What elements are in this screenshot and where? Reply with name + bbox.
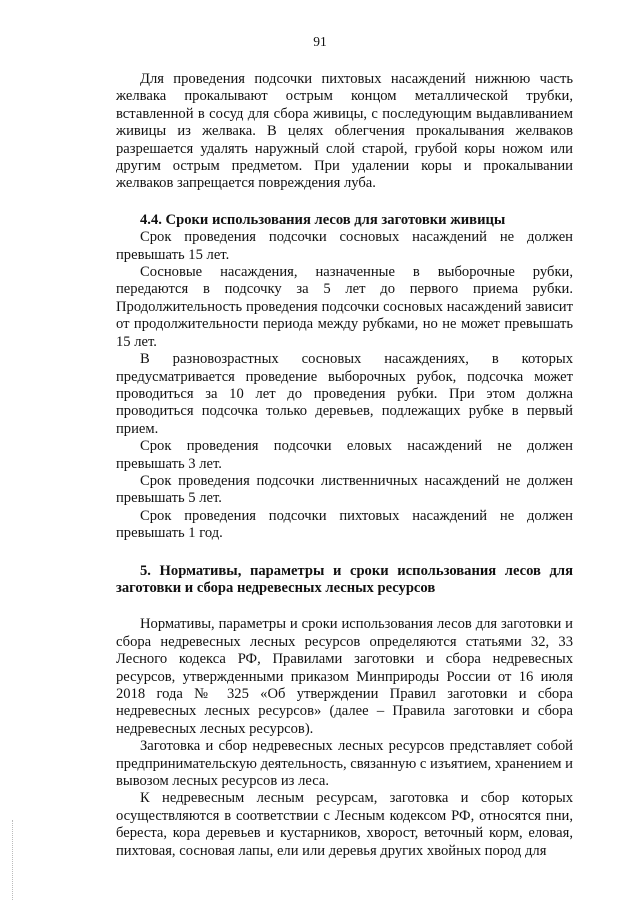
- paragraph-fir-tapping-term: Срок проведения подсочки пихтовых насаждений не должен превышать 1 год.: [116, 507, 573, 542]
- paragraph-fir-tapping-method: Для проведения подсочки пихтовых насаждений нижнюю часть желвака прокалывают острым концом металлической трубки, вставленной в сосуд для сбора живицы, с последующим выдавливанием живицы из желвака. В целях облегчения прокалывания желваков разрешается удалять наружный слой старой, грубой коры ножом или другим острым предметом. При удалении коры и прокалывании желваков запрещается повреждения луба.: [116, 71, 573, 192]
- paragraph-spruce-tapping-term: Срок проведения подсочки еловых насаждений не должен превышать 3 лет.: [116, 438, 573, 472]
- paragraph-uneven-aged-pine: В разновозрастных сосновых насаждениях, в которых предусматривается проведение выборочных рубок, подсочка может проводиться за 10 лет до проведения рубки. При этом должна проводиться подсочка только деревьев, подлежащих рубке в первый прием.: [116, 351, 573, 437]
- paragraph-non-timber-business: Заготовка и сбор недревесных лесных ресурсов представляет собой предпринимательскую деятельность, связанную с изъятием, хранением и вывозом лесных ресурсов из леса.: [116, 738, 573, 790]
- paragraph-pine-tapping-term: Срок проведения подсочки сосновых насаждений не должен превышать 15 лет.: [116, 229, 573, 263]
- paragraph-non-timber-norms: Нормативы, параметры и сроки использования лесов для заготовки и сбора недревесных лесных ресурсов определяются статьями 32, 33 Лесного кодекса РФ, Правилами заготовки и сбора недревесных ресурсов, утвержденными приказом Минприроды России от 16 июля 2018 года № 325 «Об утверждении Правил заготовки и сбора недревесных лесных ресурсов» (далее – Правила заготовки и сбора недревесных лесных ресурсов).: [116, 616, 573, 737]
- scan-margin-marks: [12, 820, 17, 900]
- paragraph-pine-selective-felling: Сосновые насаждения, назначенные в выборочные рубки, передаются в подсочку за 5 лет до первого приема рубки. Продолжительность проведения подсочки сосновых насаждений зависит от продолжительности периода между рубками, но не может превышать 15 лет.: [116, 264, 573, 350]
- page-number: 91: [313, 34, 327, 49]
- section-heading-4-4: 4.4. Сроки использования лесов для заготовки живицы: [140, 211, 506, 228]
- paragraph-larch-tapping-term: Срок проведения подсочки лиственничных насаждений не должен превышать 5 лет.: [116, 472, 573, 507]
- section-heading-5: 5. Нормативы, параметры и сроки использования лесов для заготовки и сбора недревесных лесных ресурсов: [116, 562, 573, 596]
- paragraph-non-timber-list: К недревесным лесным ресурсам, заготовка и сбор которых осуществляются в соответствии с Лесным кодексом РФ, относятся пни, береста, кора деревьев и кустарников, хворост, веточный корм, еловая, пихтовая, сосновая лапы, ели или деревья других хвойных пород для: [116, 790, 573, 859]
- document-body: [116, 71, 573, 860]
